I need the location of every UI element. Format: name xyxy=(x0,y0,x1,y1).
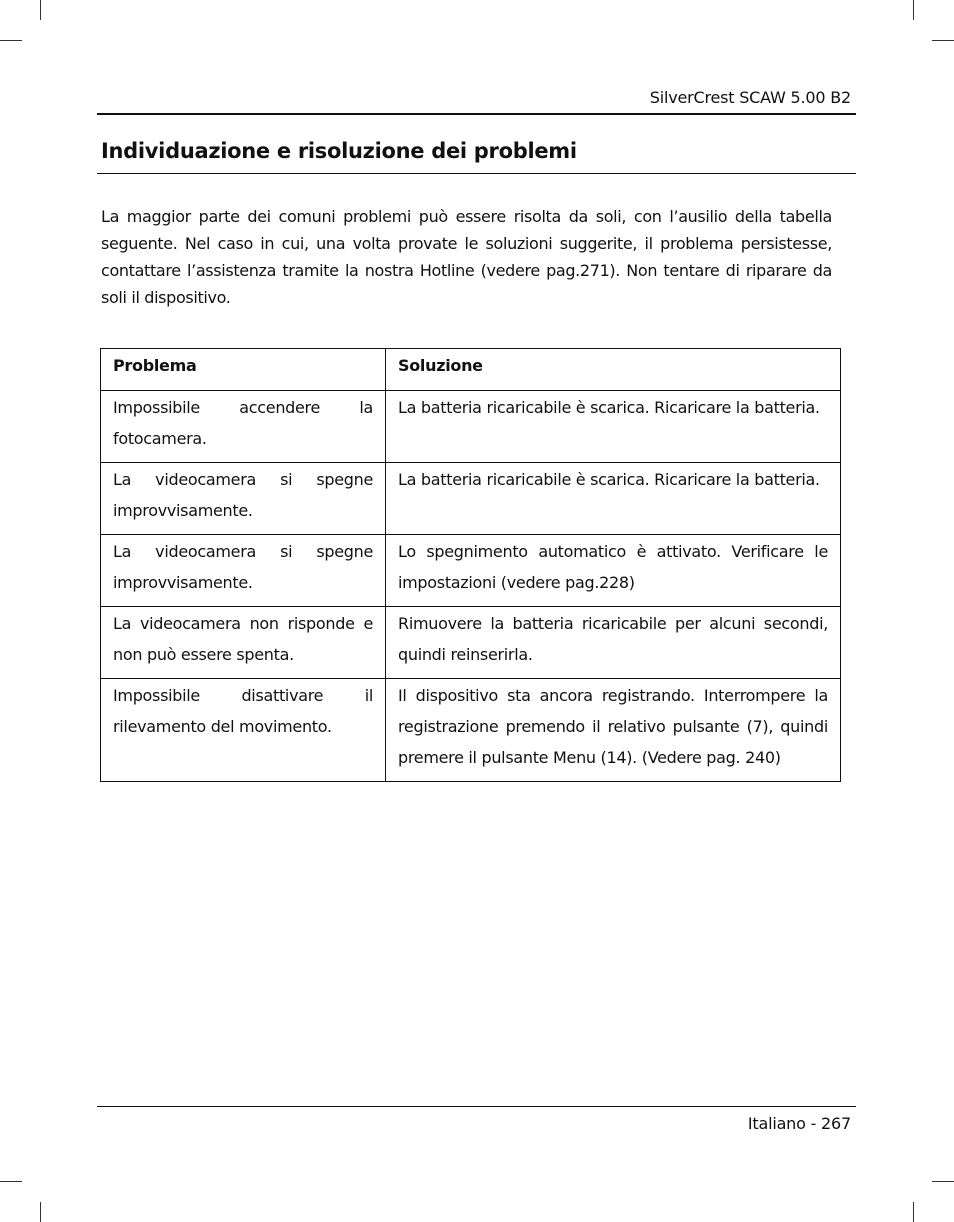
table-header-row xyxy=(101,349,841,391)
crop-mark xyxy=(932,1181,954,1182)
solution-cell: La batteria ricaricabile è scarica. Ricaricare la batteria. xyxy=(386,391,841,463)
table-row xyxy=(101,463,841,535)
section-title: Individuazione e risoluzione dei problemi xyxy=(101,139,577,163)
problem-cell: Impossibile accendere la fotocamera. xyxy=(101,391,386,463)
table-row xyxy=(101,391,841,463)
problem-cell: Impossibile disattivare il rilevamento del movimento. xyxy=(101,679,386,782)
intro-paragraph: La maggior parte dei comuni problemi può essere risolta da soli, con l’ausilio della tabella seguente. Nel caso in cui, una volta provate le soluzioni suggerite, il problema persistesse, contattare l’assistenza tramite la nostra Hotline (vedere pag.271). Non tentare di riparare da soli il dispositivo. xyxy=(101,207,832,307)
troubleshooting-table xyxy=(100,348,841,782)
solution-cell: Rimuovere la batteria ricaricabile per alcuni secondi, quindi reinserirla. xyxy=(386,607,841,679)
page-number: Italiano - 267 xyxy=(747,1114,851,1133)
problem-cell: La videocamera non risponde e non può essere spenta. xyxy=(101,607,386,679)
crop-mark xyxy=(932,40,954,41)
column-header-problem: Problema xyxy=(101,349,386,391)
table-row xyxy=(101,607,841,679)
crop-mark xyxy=(913,1202,914,1222)
title-rule xyxy=(97,173,856,174)
problem-cell: La videocamera si spegne improvvisamente. xyxy=(101,463,386,535)
crop-mark xyxy=(0,1181,22,1182)
table-row xyxy=(101,679,841,782)
crop-mark xyxy=(0,40,22,41)
crop-mark xyxy=(913,0,914,20)
problem-cell: La videocamera si spegne improvvisamente. xyxy=(101,535,386,607)
header-rule xyxy=(97,113,856,115)
column-header-solution: Soluzione xyxy=(386,349,841,391)
footer-rule xyxy=(97,1106,856,1107)
solution-cell: La batteria ricaricabile è scarica. Ricaricare la batteria. xyxy=(386,463,841,535)
table-row xyxy=(101,535,841,607)
solution-cell: Il dispositivo sta ancora registrando. Interrompere la registrazione premendo il relativo pulsante (7), quindi premere il pulsante Menu (14). (Vedere pag. 240) xyxy=(386,679,841,782)
running-header: SilverCrest SCAW 5.00 B2 xyxy=(649,88,851,107)
solution-cell: Lo spegnimento automatico è attivato. Verificare le impostazioni (vedere pag.228) xyxy=(386,535,841,607)
crop-mark xyxy=(40,0,41,20)
crop-mark xyxy=(40,1202,41,1222)
